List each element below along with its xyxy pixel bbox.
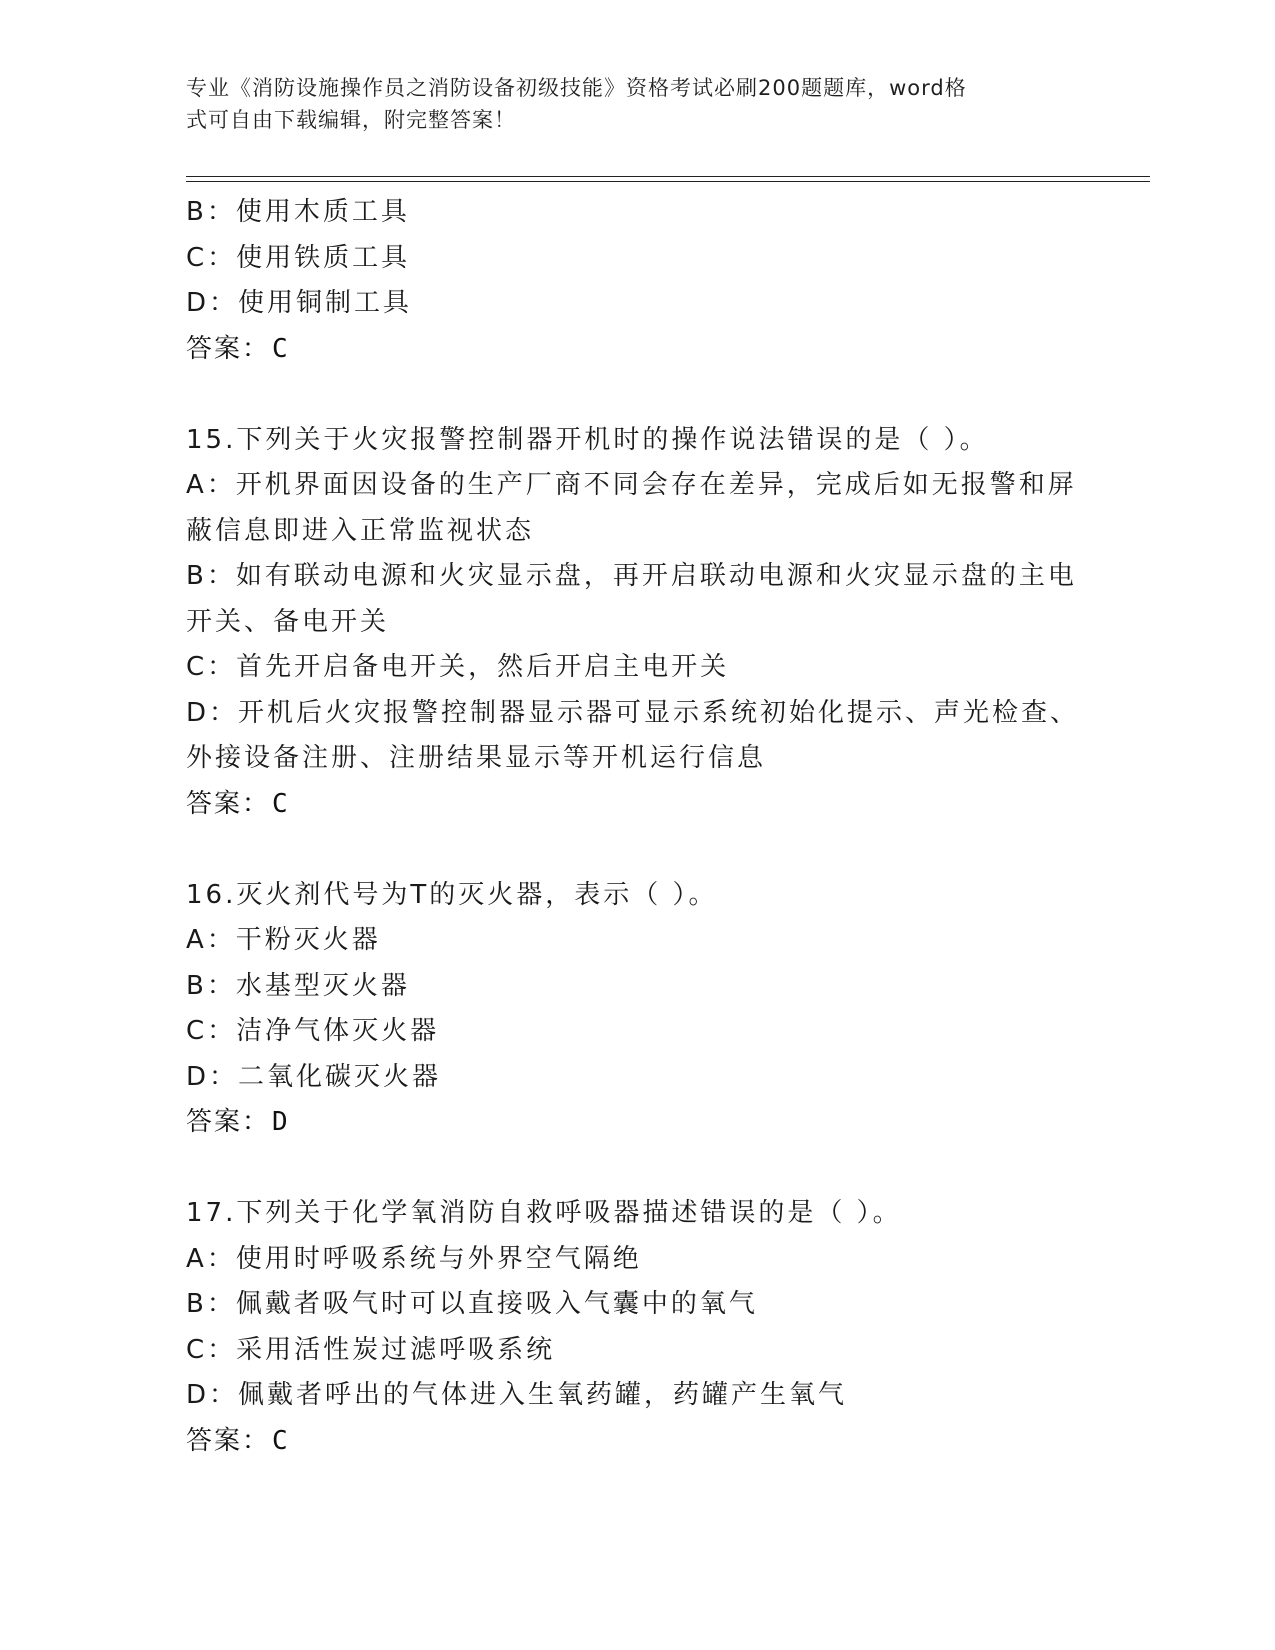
answer-label: 答案： xyxy=(186,333,271,364)
option-c: C：首先开启备电开关，然后开启主电开关 xyxy=(186,652,730,682)
option-b: B：水基型灭火器 xyxy=(186,970,410,1001)
question-stem: 16.灭火剂代号为T的灭火器，表示（ ）。 xyxy=(186,879,718,910)
option-d: D：二氧化碳灭火器 xyxy=(186,1061,442,1092)
option-d: D：使用铜制工具 xyxy=(186,288,413,318)
question-stem: 17.下列关于化学氧消防自救呼吸器描述错误的是（ ）。 xyxy=(186,1198,902,1228)
option-d: D：开机后火灾报警控制器显示器可显示系统初始化提示、声光检查、 xyxy=(186,697,1080,728)
page-header xyxy=(186,72,1076,136)
answer-line xyxy=(186,1100,1086,1146)
answer-value: C xyxy=(272,1425,290,1456)
option-c: C：使用铁质工具 xyxy=(186,242,411,273)
answer-line xyxy=(186,327,1086,373)
option-a: A：干粉灭火器 xyxy=(186,925,381,955)
question-block-17 xyxy=(186,1191,1086,1464)
option-b: B：使用木质工具 xyxy=(186,197,410,227)
option-a: A：开机界面因设备的生产厂商不同会存在差异，完成后如无报警和屏 xyxy=(186,470,1077,500)
option-c: C：采用活性炭过滤呼吸系统 xyxy=(186,1334,556,1365)
answer-value: C xyxy=(272,788,290,819)
answer-line xyxy=(186,782,1086,828)
answer-line xyxy=(186,1419,1086,1465)
question-block-15 xyxy=(186,418,1086,828)
option-a-cont: 蔽信息即进入正常监视状态 xyxy=(186,515,535,546)
answer-label: 答案： xyxy=(186,1425,271,1456)
header-divider-bottom xyxy=(186,181,1150,182)
question-block-14 xyxy=(186,190,1086,372)
option-b: B：如有联动电源和火灾显示盘，再开启联动电源和火灾显示盘的主电 xyxy=(186,561,1077,591)
question-stem: 15.下列关于火灾报警控制器开机时的操作说法错误的是（ ）。 xyxy=(186,424,989,455)
question-list xyxy=(186,190,1086,1510)
option-c: C：洁净气体灭火器 xyxy=(186,1016,440,1046)
answer-label: 答案： xyxy=(186,1107,271,1137)
answer-value: D xyxy=(272,1107,290,1137)
option-b: B：佩戴者吸气时可以直接吸入气囊中的氧气 xyxy=(186,1289,758,1319)
header-line-2: 式可自由下载编辑，附完整答案！ xyxy=(186,108,516,132)
option-d-cont: 外接设备注册、注册结果显示等开机运行信息 xyxy=(186,743,767,773)
answer-value: C xyxy=(272,333,290,364)
option-d: D：佩戴者呼出的气体进入生氧药罐，药罐产生氧气 xyxy=(186,1380,848,1410)
header-divider-top xyxy=(186,176,1150,177)
header-line-1: 专业《消防设施操作员之消防设备初级技能》资格考试必刷200题题库，word格 xyxy=(186,76,967,100)
option-b-cont: 开关、备电开关 xyxy=(186,606,390,637)
answer-label: 答案： xyxy=(186,788,271,819)
option-a: A：使用时呼吸系统与外界空气隔绝 xyxy=(186,1243,642,1274)
question-block-16 xyxy=(186,873,1086,1146)
